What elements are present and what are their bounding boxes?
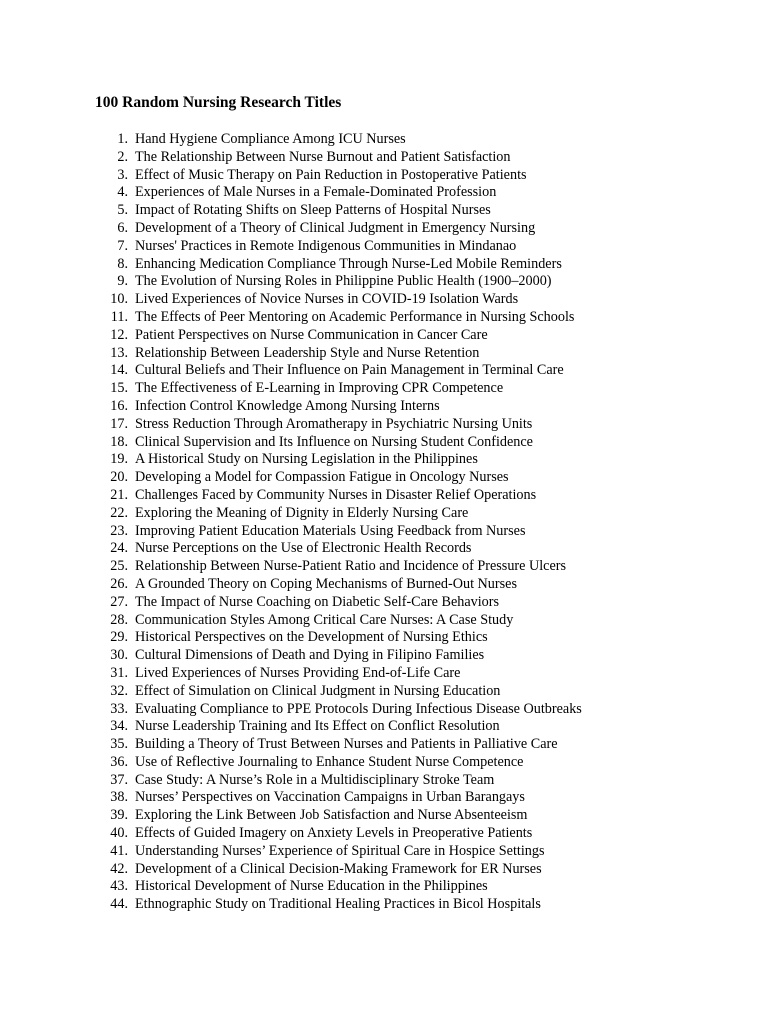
list-item-title: Nurse Perceptions on the Use of Electronic Health Records <box>135 540 472 557</box>
list-item-number: 13. <box>110 344 128 361</box>
list-item-number: 6. <box>117 219 128 236</box>
list-item-number: 26. <box>110 575 128 592</box>
list-item-title: Use of Reflective Journaling to Enhance Student Nurse Competence <box>135 753 524 770</box>
list-item-title: Clinical Supervision and Its Influence on Nursing Student Confidence <box>135 433 533 450</box>
list-item-number: 14. <box>110 362 128 379</box>
list-item-number: 41. <box>110 842 128 859</box>
list-item-title: Experiences of Male Nurses in a Female-Dominated Profession <box>135 184 497 201</box>
list-item-title: Ethnographic Study on Traditional Healing Practices in Bicol Hospitals <box>135 896 541 913</box>
list-item-number: 39. <box>110 807 128 824</box>
list-item-number: 32. <box>110 682 128 699</box>
list-item-title: Development of a Theory of Clinical Judgment in Emergency Nursing <box>135 219 536 236</box>
list-item-title: The Effectiveness of E-Learning in Improving CPR Competence <box>135 380 504 397</box>
list-item-title: Challenges Faced by Community Nurses in Disaster Relief Operations <box>135 486 537 503</box>
list-item-number: 18. <box>110 433 128 450</box>
list-item-number: 21. <box>110 486 128 503</box>
list-item-title: Case Study: A Nurse’s Role in a Multidisciplinary Stroke Team <box>135 771 495 788</box>
list-item-number: 7. <box>117 237 128 254</box>
document-title: 100 Random Nursing Research Titles <box>95 94 342 111</box>
list-item-title: Historical Development of Nurse Education in the Philippines <box>135 878 488 895</box>
list-item-number: 9. <box>117 273 128 290</box>
list-item-title: Exploring the Link Between Job Satisfaction and Nurse Absenteeism <box>135 807 528 824</box>
list-item-title: Improving Patient Education Materials Using Feedback from Nurses <box>135 522 526 539</box>
list-item-number: 25. <box>110 558 128 575</box>
list-item-number: 42. <box>110 860 128 877</box>
list-item-title: Lived Experiences of Novice Nurses in COVID-19 Isolation Wards <box>135 291 519 308</box>
list-item-number: 33. <box>110 700 128 717</box>
list-item-title: Relationship Between Leadership Style and Nurse Retention <box>135 344 480 361</box>
list-item-title: Patient Perspectives on Nurse Communication in Cancer Care <box>135 326 488 343</box>
list-item-number: 44. <box>110 896 128 913</box>
list-item-number: 15. <box>110 380 128 397</box>
list-item-number: 38. <box>110 789 128 806</box>
list-item-number: 20. <box>110 469 128 486</box>
list-item-number: 19. <box>110 451 128 468</box>
list-item-title: Cultural Beliefs and Their Influence on Pain Management in Terminal Care <box>135 362 564 379</box>
list-item-title: The Relationship Between Nurse Burnout and Patient Satisfaction <box>135 148 511 165</box>
list-item-title: Cultural Dimensions of Death and Dying in Filipino Families <box>135 647 485 664</box>
list-item-number: 8. <box>117 255 128 272</box>
list-item-number: 29. <box>110 629 128 646</box>
list-item-title: A Historical Study on Nursing Legislation in the Philippines <box>135 451 478 468</box>
list-item-title: Nurse Leadership Training and Its Effect on Conflict Resolution <box>135 718 500 735</box>
list-item-title: Exploring the Meaning of Dignity in Elderly Nursing Care <box>135 504 469 521</box>
list-item-title: A Grounded Theory on Coping Mechanisms of Burned-Out Nurses <box>135 575 517 592</box>
list-item-title: Nurses' Practices in Remote Indigenous Communities in Mindanao <box>135 237 517 254</box>
list-item-number: 36. <box>110 753 128 770</box>
list-item-number: 30. <box>110 647 128 664</box>
list-item-number: 4. <box>117 184 128 201</box>
list-item-number: 16. <box>110 397 128 414</box>
list-item-number: 10. <box>110 291 128 308</box>
list-item-title: Stress Reduction Through Aromatherapy in Psychiatric Nursing Units <box>135 415 533 432</box>
list-item-number: 17. <box>110 415 128 432</box>
list-item-number: 40. <box>110 825 128 842</box>
list-item-title: Impact of Rotating Shifts on Sleep Patterns of Hospital Nurses <box>135 202 491 219</box>
list-item-number: 1. <box>117 131 128 147</box>
list-item-number: 28. <box>110 611 128 628</box>
list-item-title: Evaluating Compliance to PPE Protocols During Infectious Disease Outbreaks <box>135 700 582 717</box>
list-item-title: Infection Control Knowledge Among Nursing Interns <box>135 397 440 414</box>
list-item-title: Effect of Simulation on Clinical Judgment in Nursing Education <box>135 682 501 699</box>
list-item-number: 31. <box>110 664 128 681</box>
list-item-number: 3. <box>117 166 128 183</box>
list-item-title: Developing a Model for Compassion Fatigue in Oncology Nurses <box>135 469 509 486</box>
list-item-number: 12. <box>110 326 128 343</box>
list-item-number: 43. <box>110 878 128 895</box>
list-item-title: Historical Perspectives on the Development of Nursing Ethics <box>135 629 488 646</box>
list-item-title: Effects of Guided Imagery on Anxiety Levels in Preoperative Patients <box>135 825 533 842</box>
list-item-title: Development of a Clinical Decision-Making Framework for ER Nurses <box>135 860 542 877</box>
list-item-number: 2. <box>117 148 128 165</box>
list-item-number: 23. <box>110 522 128 539</box>
list-item-title: Enhancing Medication Compliance Through Nurse-Led Mobile Reminders <box>135 255 562 272</box>
list-item-title: Nurses’ Perspectives on Vaccination Campaigns in Urban Barangays <box>135 789 525 806</box>
list-item-title: The Impact of Nurse Coaching on Diabetic Self-Care Behaviors <box>135 593 500 610</box>
list-item-title: Relationship Between Nurse-Patient Ratio and Incidence of Pressure Ulcers <box>135 558 567 575</box>
list-item-title: The Evolution of Nursing Roles in Philippine Public Health (1900–2000) <box>135 273 552 290</box>
list-item-number: 34. <box>110 718 128 735</box>
list-item-title: The Effects of Peer Mentoring on Academic Performance in Nursing Schools <box>135 308 575 325</box>
list-item-number: 11. <box>110 308 128 325</box>
list-item-title: Lived Experiences of Nurses Providing End-of-Life Care <box>135 664 461 681</box>
list-item-title: Understanding Nurses’ Experience of Spiritual Care in Hospice Settings <box>135 842 545 859</box>
list-item-number: 35. <box>110 736 128 753</box>
list-item-title: Communication Styles Among Critical Care Nurses: A Case Study <box>135 611 514 628</box>
list-item-title: Building a Theory of Trust Between Nurses and Patients in Palliative Care <box>135 736 558 753</box>
list-item-title: Hand Hygiene Compliance Among ICU Nurses <box>135 131 406 147</box>
list-item-number: 37. <box>110 771 128 788</box>
list-item-title: Effect of Music Therapy on Pain Reduction in Postoperative Patients <box>135 166 527 183</box>
list-item-number: 22. <box>110 504 128 521</box>
list-item-number: 5. <box>117 202 128 219</box>
list-item-number: 24. <box>110 540 128 557</box>
list-item-number: 27. <box>110 593 128 610</box>
